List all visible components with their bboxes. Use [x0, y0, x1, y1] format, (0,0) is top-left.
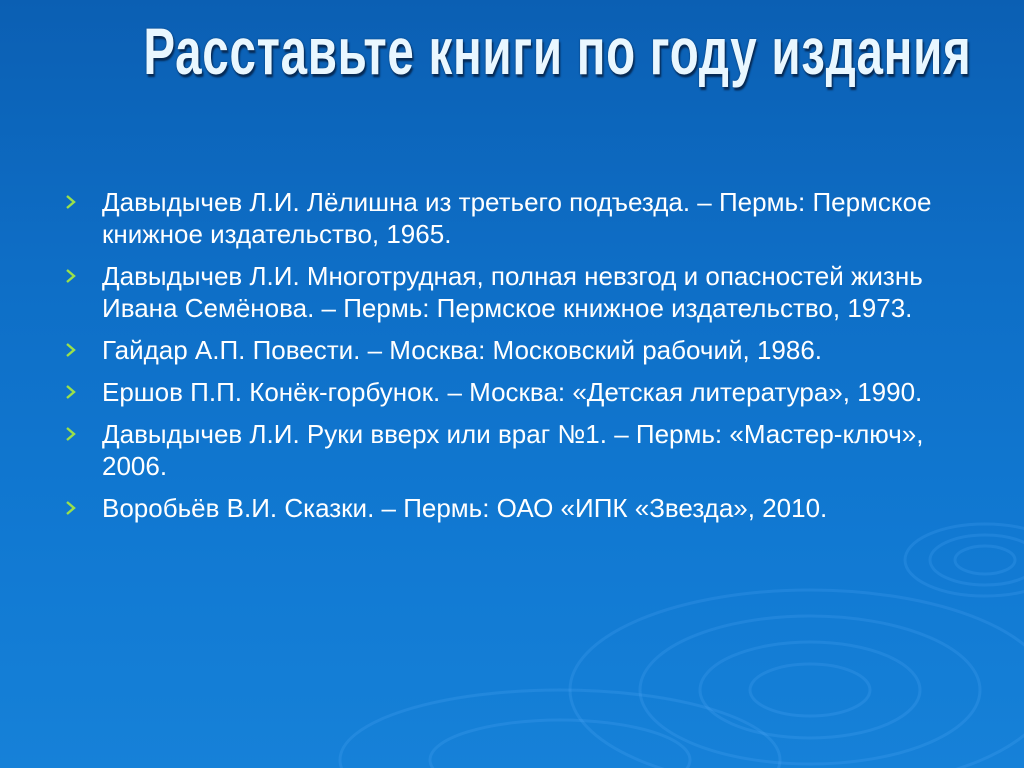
list-item-text: Давыдычев Л.И. Лёлишна из третьего подъезда. – Пермь: Пермское книжное издательство, 1965.	[102, 187, 932, 249]
list-item	[64, 376, 964, 408]
slide-title: Расставьте книги по году издания	[143, 14, 972, 88]
chevron-right-icon	[64, 424, 78, 444]
list-item	[64, 334, 964, 366]
list-item-text: Воробьёв В.И. Сказки. – Пермь: ОАО «ИПК «Звезда», 2010.	[102, 493, 828, 523]
list-item-text: Ершов П.П. Конёк-горбунок. – Москва: «Детская литература», 1990.	[102, 377, 923, 407]
list-item	[64, 260, 964, 324]
list-item	[64, 186, 964, 250]
chevron-right-icon	[64, 382, 78, 402]
book-list	[64, 186, 964, 534]
chevron-right-icon	[64, 266, 78, 286]
chevron-right-icon	[64, 192, 78, 212]
list-item-text: Гайдар А.П. Повести. – Москва: Московский рабочий, 1986.	[102, 335, 823, 365]
list-item-text: Давыдычев Л.И. Многотрудная, полная невзгод и опасностей жизнь Ивана Семёнова. – Пермь: Пермское книжное издательство, 1973.	[102, 261, 923, 323]
chevron-right-icon	[64, 498, 78, 518]
list-item	[64, 418, 964, 482]
list-item	[64, 492, 964, 524]
chevron-right-icon	[64, 340, 78, 360]
list-item-text: Давыдычев Л.И. Руки вверх или враг №1. – Пермь: «Мастер-ключ», 2006.	[102, 419, 924, 481]
